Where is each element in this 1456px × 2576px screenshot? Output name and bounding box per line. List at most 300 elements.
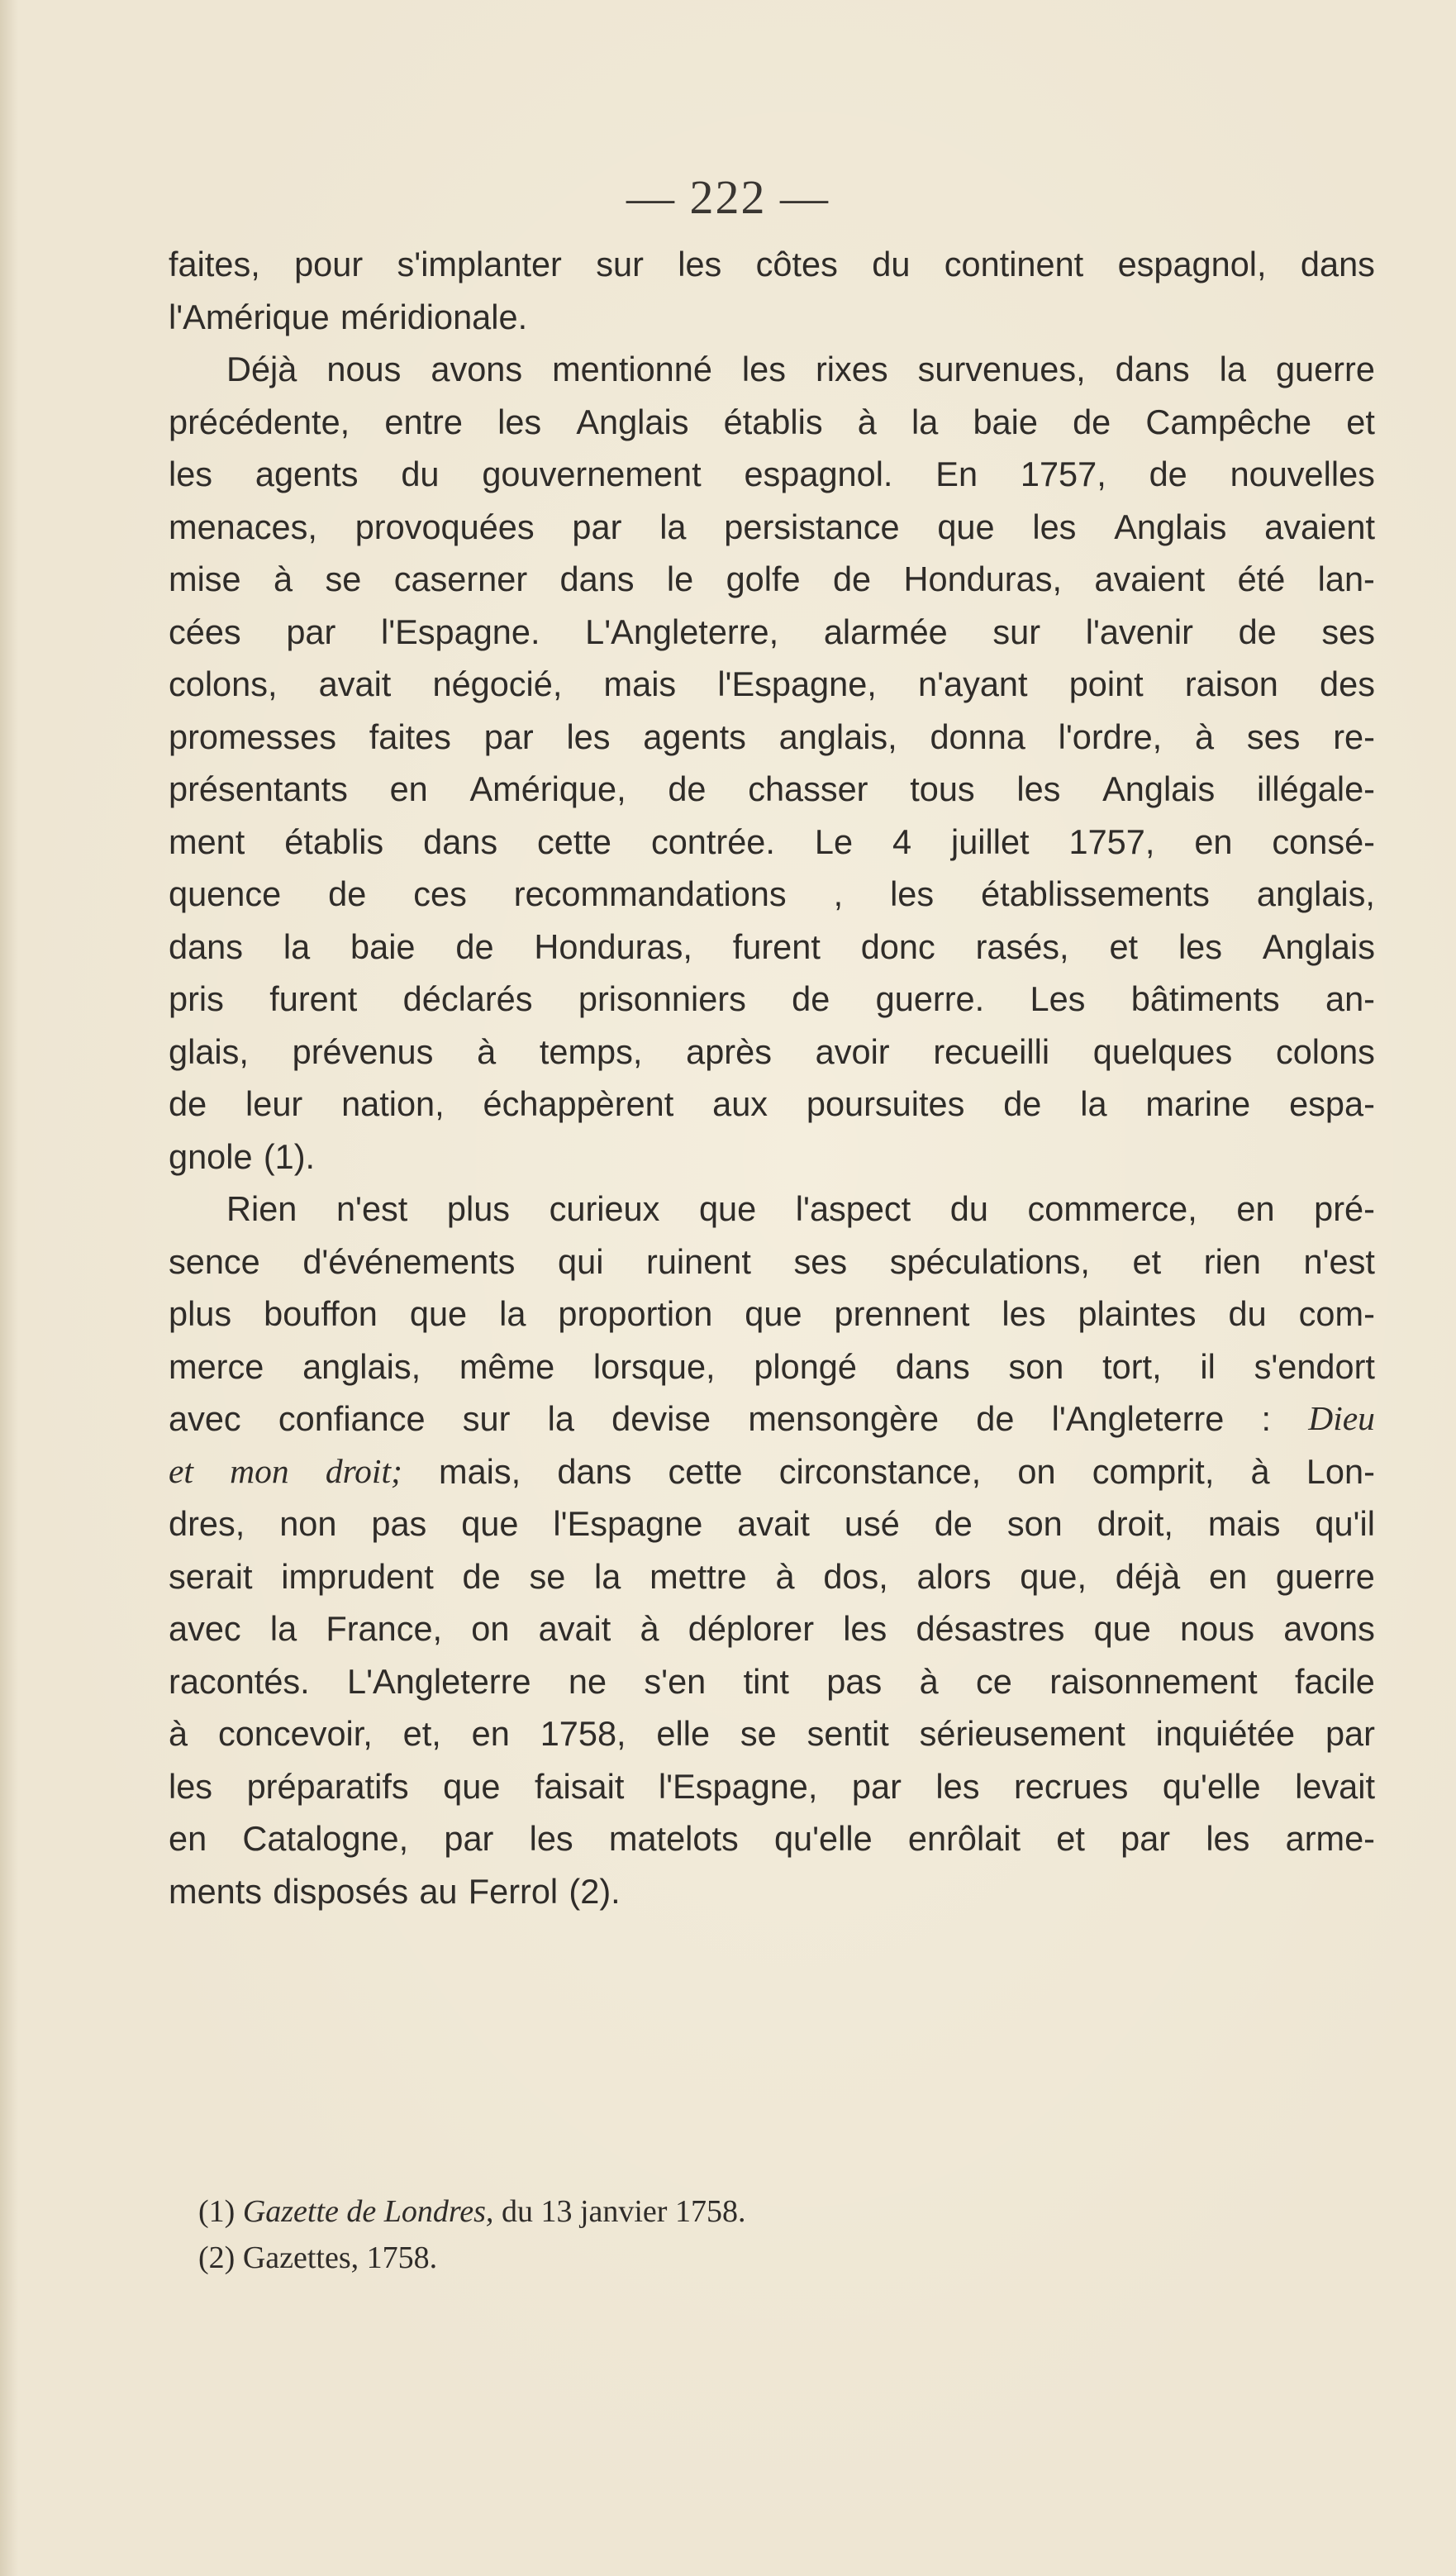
word: méridionale. <box>340 297 528 336</box>
word: dans <box>1300 245 1375 283</box>
word: avait <box>538 1609 611 1648</box>
word: nouvelles <box>1230 455 1375 493</box>
word: les <box>1002 1294 1046 1333</box>
page-gutter <box>0 0 18 2576</box>
word: bouffon <box>264 1294 378 1333</box>
text-line <box>169 868 1375 921</box>
word: avec <box>169 1609 241 1648</box>
word: mettre <box>649 1556 747 1596</box>
word: menaces, <box>169 507 317 546</box>
word: n'est <box>335 1189 408 1228</box>
word: faites, <box>169 245 260 283</box>
word: rasés, <box>975 926 1069 966</box>
word: mais <box>1207 1504 1281 1543</box>
word: mentionné <box>552 350 712 388</box>
text-line <box>169 1026 1375 1078</box>
word: les <box>1178 926 1222 966</box>
word: et <box>169 1451 193 1490</box>
word: proportion <box>558 1294 713 1333</box>
word: droit, <box>1097 1504 1173 1543</box>
word: tort, <box>1102 1346 1162 1386</box>
word: cées <box>169 612 241 651</box>
word: se <box>325 559 362 598</box>
footnotes <box>198 2188 1273 2281</box>
word: arme- <box>1285 1819 1375 1858</box>
word: chasser <box>748 769 868 808</box>
word: cette <box>668 1451 743 1491</box>
word: en <box>1208 1556 1248 1596</box>
word: tint <box>743 1661 789 1701</box>
word: entre <box>384 402 463 441</box>
word: de <box>792 979 830 1018</box>
word: au <box>419 1871 458 1911</box>
word: faites <box>369 717 451 756</box>
word: dans <box>895 1346 970 1386</box>
word: par <box>444 1819 494 1858</box>
word: 1757, <box>1068 821 1155 861</box>
word: Les <box>1030 979 1086 1018</box>
word: les <box>169 1766 213 1806</box>
word: de <box>1149 455 1187 493</box>
word: de <box>1073 402 1111 441</box>
word: la <box>269 1609 297 1648</box>
word: ses <box>1246 717 1301 756</box>
text-line <box>169 448 1375 501</box>
word: les <box>566 717 611 756</box>
word: pris <box>169 979 224 1018</box>
word: Catalogne, <box>242 1819 409 1858</box>
word: l'Espagne, <box>658 1766 818 1806</box>
word: avaient <box>1094 559 1206 598</box>
word: dans <box>1115 350 1190 388</box>
body-text <box>169 238 1375 1917</box>
word: l'Espagne <box>553 1504 703 1543</box>
word: en <box>389 769 428 808</box>
word: L'Angleterre, <box>585 612 779 651</box>
word: l'aspect <box>795 1189 911 1228</box>
word: échappèrent <box>483 1084 674 1123</box>
word: à <box>775 1556 795 1596</box>
word: Anglais <box>1102 769 1216 808</box>
word: pas <box>371 1504 427 1543</box>
word: espa- <box>1289 1084 1375 1123</box>
word: nation, <box>341 1084 445 1123</box>
word: avoir <box>815 1031 890 1071</box>
word: il <box>1200 1346 1216 1386</box>
word: anglais, <box>778 717 897 756</box>
word: ment <box>169 821 245 861</box>
word: déjà <box>1115 1556 1181 1596</box>
text-line <box>169 291 1375 344</box>
word: lorsque, <box>592 1346 716 1386</box>
word: disposés <box>273 1871 409 1911</box>
word: de <box>328 874 367 913</box>
word: que <box>937 507 995 546</box>
word: recommandations <box>513 874 787 913</box>
word: bâtiments <box>1130 979 1280 1018</box>
word: d'événements <box>302 1241 516 1281</box>
word: on <box>471 1609 510 1648</box>
word: cette <box>537 821 612 861</box>
word: présentants <box>169 769 348 808</box>
word: continent <box>944 245 1084 283</box>
word: que <box>745 1294 802 1333</box>
word: du <box>872 245 911 283</box>
text-line <box>169 1550 1375 1603</box>
word: 4 <box>892 821 912 861</box>
word: guerre <box>1275 350 1375 388</box>
word: juillet <box>951 821 1030 861</box>
word: de <box>934 1504 973 1543</box>
word: rixes <box>815 350 888 388</box>
word: concevoir, <box>217 1714 373 1753</box>
text-line <box>169 1812 1375 1865</box>
word: glais, <box>169 1031 249 1071</box>
word: dans <box>423 821 498 861</box>
word: illégale- <box>1256 769 1375 808</box>
word: et, <box>402 1714 441 1753</box>
word: en <box>471 1714 510 1753</box>
word: les <box>935 1766 980 1806</box>
word: Lon- <box>1306 1451 1375 1491</box>
word: ce <box>976 1661 1012 1701</box>
word: la <box>1219 350 1246 388</box>
word: faisait <box>534 1766 625 1806</box>
text-line <box>169 1236 1375 1288</box>
word: enrôlait <box>907 1819 1021 1858</box>
text-line <box>169 396 1375 449</box>
word: anglais, <box>302 1346 421 1386</box>
word: tous <box>910 769 975 808</box>
word: de <box>832 559 872 598</box>
word: mais, <box>439 1451 521 1491</box>
word: le <box>666 559 694 598</box>
footnote-2 <box>198 2235 1273 2281</box>
word: du <box>401 455 440 493</box>
text-line <box>169 1183 1375 1236</box>
text-line <box>169 763 1375 816</box>
word: prisonniers <box>578 979 746 1018</box>
word: dans <box>557 1451 632 1491</box>
word: l'Amérique <box>169 297 330 336</box>
word: lan- <box>1317 559 1375 598</box>
word: guerre <box>1275 1556 1375 1596</box>
word: sur <box>596 245 644 283</box>
word: son <box>1006 1504 1063 1543</box>
word: Honduras, <box>534 926 692 966</box>
word: quelques <box>1092 1031 1233 1071</box>
word: par <box>851 1766 902 1806</box>
word: que <box>443 1766 501 1806</box>
word: précédente, <box>169 402 350 441</box>
word: qu'il <box>1315 1504 1375 1543</box>
footnote-marker: (1) <box>198 2194 236 2229</box>
word: alarmée <box>823 612 948 651</box>
word: par <box>1121 1819 1171 1858</box>
word: avons <box>431 350 523 388</box>
word: son <box>1008 1346 1064 1386</box>
word: de <box>668 769 707 808</box>
word: 1757, <box>1020 455 1106 493</box>
word: serait <box>169 1556 253 1596</box>
word: quence <box>169 874 282 913</box>
word: ses <box>793 1241 848 1281</box>
word: spéculations, <box>889 1241 1090 1281</box>
text-line <box>169 1498 1375 1550</box>
word: ne <box>568 1661 607 1701</box>
word: établissements <box>981 874 1210 913</box>
word: dans <box>559 559 635 598</box>
word: promesses <box>169 717 336 756</box>
footnote-1 <box>198 2188 1273 2235</box>
word: les <box>741 350 786 388</box>
word: l'Espagne. <box>380 612 540 651</box>
word: l'Angleterre <box>1051 1399 1225 1438</box>
word: avaient <box>1264 507 1375 546</box>
text-line <box>169 1393 1375 1445</box>
word: s'implanter <box>397 245 562 283</box>
word: que <box>698 1189 757 1228</box>
word: établis <box>284 821 384 861</box>
word: espagnol. <box>744 455 893 493</box>
word: qui <box>558 1241 604 1281</box>
word: négocié, <box>432 664 563 703</box>
word: après <box>686 1031 772 1071</box>
word: mensongère <box>748 1399 940 1438</box>
word: Déjà <box>226 350 297 388</box>
word: de <box>976 1399 1015 1438</box>
word: Honduras, <box>903 559 1062 598</box>
word: de <box>462 1556 501 1596</box>
text-line <box>169 1078 1375 1131</box>
word: du <box>949 1189 988 1228</box>
word: rien <box>1203 1241 1261 1281</box>
word: en <box>1236 1189 1275 1228</box>
word: pas <box>826 1661 883 1701</box>
word: et <box>1056 1819 1085 1858</box>
word: mais <box>603 664 677 703</box>
word: et <box>1346 402 1375 441</box>
word: plus <box>169 1294 232 1333</box>
word: circonstance, <box>778 1451 982 1491</box>
word: les <box>843 1609 887 1648</box>
text-line <box>169 1602 1375 1655</box>
word: plus <box>446 1189 511 1228</box>
word: confiance <box>278 1399 426 1438</box>
word: sur <box>462 1399 511 1438</box>
word: curieux <box>549 1189 660 1228</box>
word: leur <box>245 1084 303 1123</box>
word: les <box>169 455 213 493</box>
word: sence <box>169 1241 260 1281</box>
word: racontés. <box>169 1661 310 1701</box>
word: la <box>499 1294 526 1333</box>
word: Anglais <box>1114 507 1227 546</box>
word: la <box>659 507 687 546</box>
word: furent <box>269 979 358 1018</box>
text-line <box>169 921 1375 974</box>
word: ruinent <box>646 1241 751 1281</box>
word: L'Angleterre <box>347 1661 531 1701</box>
word: l'avenir <box>1085 612 1193 651</box>
word: baie <box>350 926 416 966</box>
word: désastres <box>916 1609 1065 1648</box>
word: devise <box>611 1399 711 1438</box>
word: à <box>857 402 877 441</box>
word: que, <box>1020 1556 1087 1596</box>
word: mon <box>230 1451 289 1490</box>
word: gnole <box>169 1136 253 1176</box>
word: guerre. <box>875 979 985 1018</box>
word: agents <box>643 717 746 756</box>
word: non <box>279 1504 337 1543</box>
word: ses <box>1321 612 1375 651</box>
word: espagnol, <box>1117 245 1267 283</box>
word: comprit, <box>1092 1451 1215 1491</box>
word: nous <box>326 350 402 388</box>
text-line <box>169 1655 1375 1708</box>
word: déplorer <box>688 1609 815 1648</box>
word: la <box>547 1399 574 1438</box>
word: se <box>740 1714 777 1753</box>
word: les <box>1206 1819 1250 1858</box>
word: sentit <box>807 1714 889 1753</box>
word: des <box>1320 664 1375 703</box>
word: (1). <box>263 1136 316 1176</box>
text-line <box>169 1865 1375 1918</box>
word: plongé <box>754 1346 857 1386</box>
word: commerce, <box>1027 1189 1197 1228</box>
word: marine <box>1145 1084 1251 1123</box>
word: (2). <box>569 1871 621 1911</box>
word: par <box>286 612 336 651</box>
word: matelots <box>608 1819 739 1858</box>
word: par <box>1325 1714 1375 1753</box>
word: raison <box>1184 664 1278 703</box>
word: prévenus <box>292 1031 434 1071</box>
word: ments <box>169 1871 263 1911</box>
word: de <box>1003 1084 1042 1123</box>
word: golfe <box>726 559 801 598</box>
word: que <box>1093 1609 1151 1648</box>
word: avait <box>737 1504 810 1543</box>
text-line <box>169 1707 1375 1760</box>
text-line <box>169 658 1375 711</box>
word: France, <box>326 1609 443 1648</box>
word: contrée. <box>650 821 775 861</box>
word: mise <box>169 559 241 598</box>
word: de <box>455 926 494 966</box>
word: Anglais <box>576 402 689 441</box>
word: Ferrol <box>468 1871 559 1911</box>
word: colons, <box>169 664 278 703</box>
word: à <box>919 1661 939 1701</box>
word: plaintes <box>1078 1294 1197 1333</box>
word: consé- <box>1272 821 1375 861</box>
word: on <box>1017 1451 1056 1491</box>
text-line <box>169 343 1375 396</box>
word: an- <box>1325 979 1375 1018</box>
word: 1758, <box>540 1714 626 1753</box>
word: l'Espagne, <box>717 664 877 703</box>
word: merce <box>169 1346 264 1386</box>
word: aux <box>712 1084 768 1123</box>
word: sur <box>992 612 1041 651</box>
word: que <box>409 1294 468 1333</box>
word: colons <box>1275 1031 1375 1071</box>
text-line <box>169 1340 1375 1393</box>
word: de <box>1238 612 1277 651</box>
word: les <box>497 402 542 441</box>
word: temps, <box>539 1031 643 1071</box>
word: même <box>459 1346 555 1386</box>
word: persistance <box>724 507 900 546</box>
text-line <box>169 816 1375 869</box>
footnote-marker: (2) <box>198 2240 236 2275</box>
word: pour <box>294 245 364 283</box>
word: dos, <box>823 1556 888 1596</box>
word: donna <box>930 717 1025 756</box>
word: la <box>594 1556 621 1596</box>
word: agents <box>255 455 359 493</box>
word: raisonnement <box>1049 1661 1258 1701</box>
word: facile <box>1294 1661 1375 1701</box>
word: provoquées <box>354 507 535 546</box>
word: : <box>1261 1399 1272 1438</box>
word: baie <box>973 402 1038 441</box>
word: se <box>529 1556 566 1596</box>
word: les <box>678 245 722 283</box>
text-line <box>169 1760 1375 1813</box>
word: furent <box>732 926 821 966</box>
word: les <box>529 1819 573 1858</box>
word: point <box>1068 664 1144 703</box>
word: poursuites <box>806 1084 965 1123</box>
word: l'ordre, <box>1058 717 1163 756</box>
word: s'endort <box>1254 1346 1375 1386</box>
word: préparatifs <box>246 1766 409 1806</box>
word: donc <box>860 926 935 966</box>
footnote-source-title: Gazette de Londres, <box>242 2194 494 2229</box>
word: gouvernement <box>482 455 702 493</box>
word: la <box>911 402 939 441</box>
word: qu'elle <box>1162 1766 1261 1806</box>
word: Anglais <box>1262 926 1375 966</box>
text-line <box>169 1445 1375 1498</box>
word: nous <box>1180 1609 1254 1648</box>
word: anglais, <box>1256 874 1375 913</box>
word: Amérique, <box>469 769 626 808</box>
word: du <box>1228 1294 1267 1333</box>
word: imprudent <box>281 1556 434 1596</box>
word: inquiétée <box>1155 1714 1296 1753</box>
word: avec <box>169 1399 241 1438</box>
word: déclarés <box>402 979 533 1018</box>
word: de <box>169 1084 207 1123</box>
word: les <box>1016 769 1061 808</box>
word: recrues <box>1013 1766 1129 1806</box>
word: à <box>169 1714 188 1753</box>
text-line <box>169 1131 1375 1183</box>
word: usé <box>844 1504 900 1543</box>
text-line <box>169 606 1375 659</box>
word: et <box>1132 1241 1162 1281</box>
word: à <box>640 1609 659 1648</box>
word: droit; <box>325 1451 402 1490</box>
word: été <box>1237 559 1286 598</box>
word: à <box>274 559 293 598</box>
word: en <box>1194 821 1233 861</box>
